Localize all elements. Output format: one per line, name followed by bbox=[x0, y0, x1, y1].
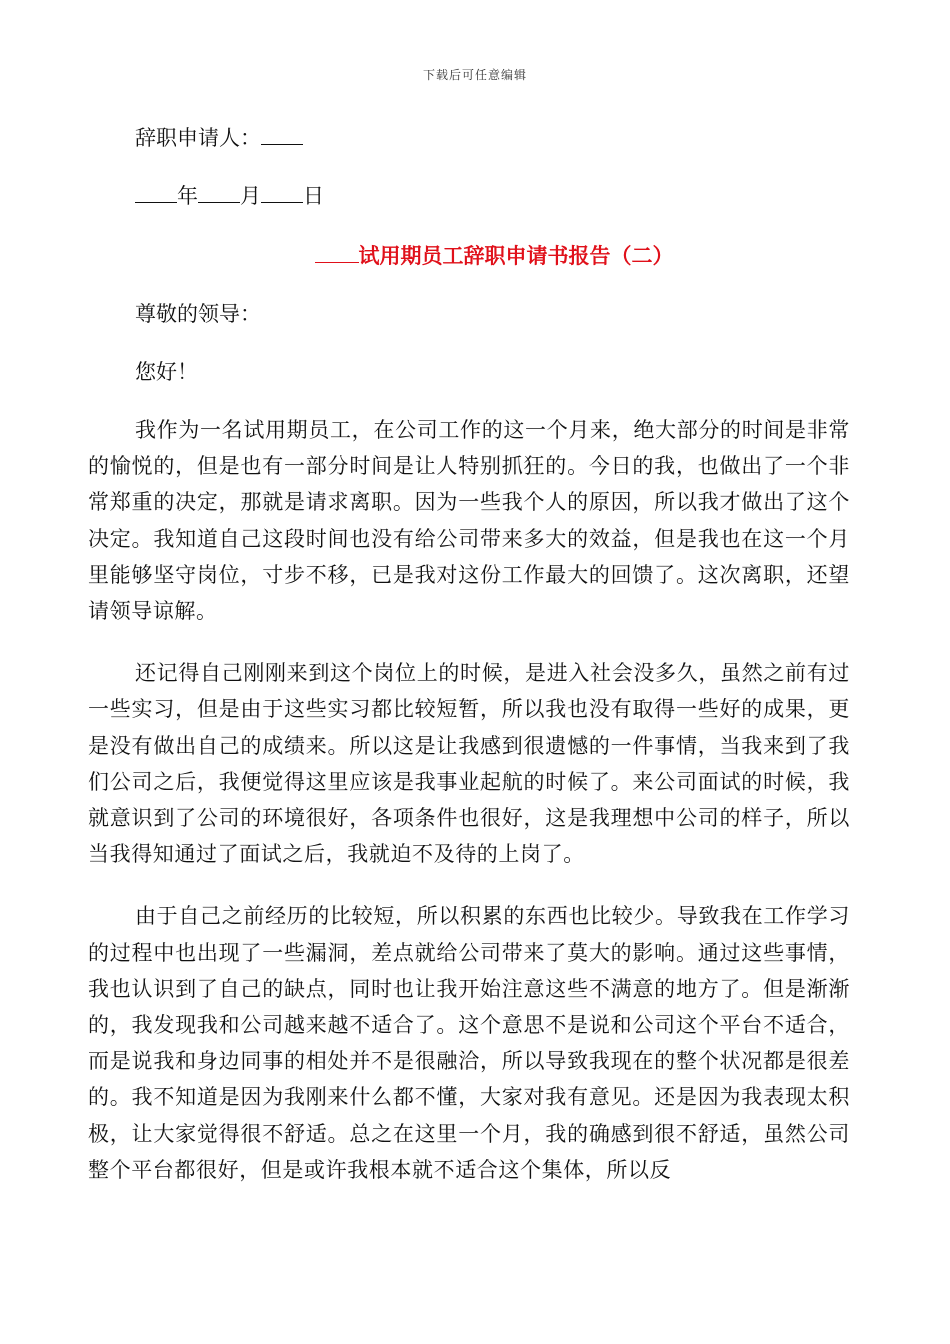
salutation: 尊敬的领导： bbox=[135, 302, 261, 326]
signature-line bbox=[88, 120, 850, 156]
signature-blank bbox=[261, 124, 303, 145]
header-note: 下载后可任意编辑 bbox=[422, 68, 527, 82]
greeting: 您好！ bbox=[135, 360, 198, 384]
month-blank bbox=[198, 182, 240, 203]
day-blank bbox=[261, 182, 303, 203]
date-line bbox=[88, 178, 850, 214]
date-year-label: 年 bbox=[177, 184, 198, 208]
date-month-label: 月 bbox=[240, 184, 261, 208]
document-content bbox=[88, 120, 850, 1214]
title-text: 试用期员工辞职申请书报告（二） bbox=[358, 244, 674, 268]
document-title bbox=[88, 238, 850, 274]
body-paragraph-2: 还记得自己刚刚来到这个岗位上的时候，是进入社会没多久，虽然之前有过一些实习，但是由于这些实习都比较短暂，所以我也没有取得一些好的成果，更是没有做出自己的成绩来。所以这是让我感到很遗憾的一件事情，当我来到了我们公司之后，我便觉得这里应该是我事业起航的时候了。来公司面试的时候，我就意识到了公司的环境很好，各项条件也很好，这是我理想中公司的样子，所以当我得知通过了面试之后，我就迫不及待的上岗了。 bbox=[88, 661, 850, 867]
body-paragraph-1: 我作为一名试用期员工，在公司工作的这一个月来，绝大部分的时间是非常的愉悦的，但是也有一部分时间是让人特别抓狂的。今日的我，也做出了一个非常郑重的决定，那就是请求离职。因为一些我个人的原因，所以我才做出了这个决定。我知道自己这段时间也没有给公司带来多大的效益，但是我也在这一个月里能够坚守岗位，寸步不移，已是我对这份工作最大的回馈了。这次离职，还望请领导谅解。 bbox=[88, 418, 850, 624]
body-paragraph-3: 由于自己之前经历的比较短，所以积累的东西也比较少。导致我在工作学习的过程中也出现了一些漏洞，差点就给公司带来了莫大的影响。通过这些事情，我也认识到了自己的缺点，同时也让我开始注意这些不满意的地方了。但是渐渐的，我发现我和公司越来越不适合了。这个意思不是说和公司这个平台不适合，而是说我和身边同事的相处并不是很融洽，所以导致我现在的整个状况都是很差的。我不知道是因为我刚来什么都不懂，大家对我有意见。还是因为我表现太积极，让大家觉得很不舒适。总之在这里一个月，我的确感到很不舒适，虽然公司整个平台都很好，但是或许我根本就不适合这个集体，所以反 bbox=[88, 904, 850, 1182]
signature-label: 辞职申请人： bbox=[135, 126, 261, 150]
date-day-label: 日 bbox=[303, 184, 324, 208]
title-blank bbox=[315, 242, 359, 263]
year-blank bbox=[135, 182, 177, 203]
